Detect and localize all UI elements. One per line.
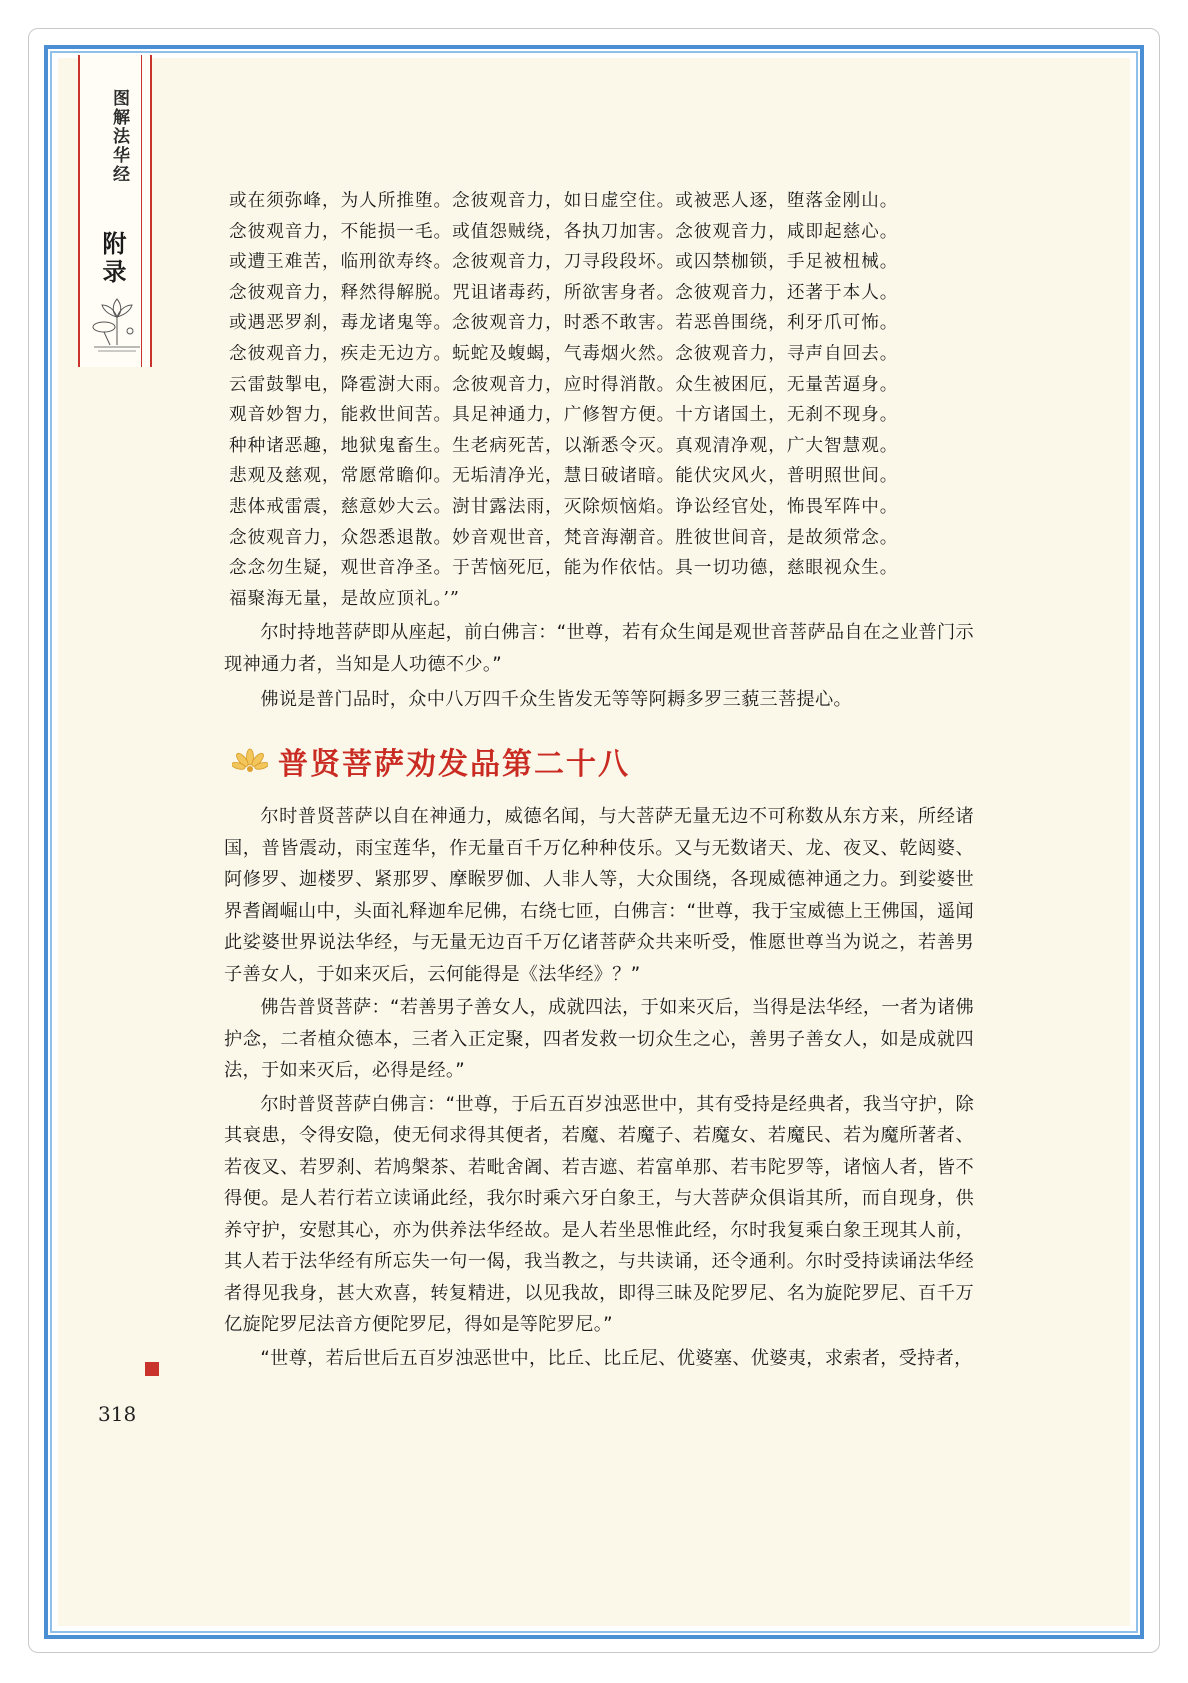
lotus-icon bbox=[90, 285, 144, 355]
paragraph: 尔时持地菩萨即从座起，前白佛言：“世尊，若有众生闻是观世音菩萨品自在之业普门示现神通力者，当知是人功德不少。” bbox=[224, 622, 974, 675]
heading-title: 普贤菩萨劝发品第二十八 bbox=[278, 747, 630, 782]
verse-line: 种种诸恶趣，地狱鬼畜生。生老病死苦，以渐悉令灭。真观清净观，广大智慧观。 bbox=[229, 435, 899, 456]
chapter-heading bbox=[232, 743, 932, 789]
verse-line: 观音妙智力，能救世间苦。具足神通力，广修智方便。十方诸国土，无刹不现身。 bbox=[229, 405, 899, 426]
prose-bottom bbox=[224, 801, 974, 1374]
verse-line: 福聚海无量，是故应顶礼。’” bbox=[229, 588, 460, 609]
paragraph: 尔时普贤菩萨白佛言：“世尊，于后五百岁浊恶世中，其有受持是经典者，我当守护，除其衰患，令得安隐，使无伺求得其便者，若魔、若魔子、若魔女、若魔民、若为魔所著者、若夜叉、若罗刹、若鸠槃茶、若毗舍阇、若吉遮、若富单那、若韦陀罗等，诸恼人者，皆不得便。是人若行若立读诵此经，我尔时乘六牙白象王，与大菩萨众俱诣其所，而自现身，供养守护，安慰其心，亦为供养法华经故。是人若坐思惟此经，尔时我复乘白象王现其人前，其人若于法华经有所忘失一句一偈，我当教之，与共读诵，还令通利。尔时受持读诵法华经者得见我身，甚大欢喜，转复精进，以见我故，即得三昧及陀罗尼、名为旋陀罗尼、百千万亿旋陀罗尼法音方便陀罗尼，得如是等陀罗尼。” bbox=[224, 1093, 974, 1335]
verse-line: 悲体戒雷震，慈意妙大云。澍甘露法雨，灭除烦恼焰。诤讼经官处，怖畏军阵中。 bbox=[229, 496, 899, 517]
side-tab-rule bbox=[78, 55, 80, 367]
book-title: 图解法华经 bbox=[109, 89, 129, 184]
paragraph: 佛告普贤菩萨：“若善男子善女人，成就四法，于如来灭后，当得是法华经，一者为诸佛护念，二者植众德本，三者入正定聚，四者发救一切众生之心，善男子善女人，如是成就四法，于如来灭后，必得是经。” bbox=[224, 997, 974, 1081]
verse-line: 念彼观音力，释然得解脱。咒诅诸毒药，所欲害身者。念彼观音力，还著于本人。 bbox=[229, 282, 899, 303]
verse-line: 念彼观音力，不能损一毛。或值怨贼绕，各执刀加害。念彼观音力，咸即起慈心。 bbox=[229, 221, 899, 242]
verse-line: 念彼观音力，疾走无边方。蚖蛇及蝮蝎，气毒烟火然。念彼观音力，寻声自回去。 bbox=[229, 343, 899, 364]
verse-line: 悲观及慈观，常愿常瞻仰。无垢清净光，慧日破诸暗。能伏灾风火，普明照世间。 bbox=[229, 466, 899, 487]
verse-line: 念念勿生疑，观世音净圣。于苦恼死厄，能为作依怙。具一切功德，慈眼视众生。 bbox=[229, 558, 899, 579]
paragraph: 尔时普贤菩萨以自在神通力，威德名闻，与大菩萨无量无边不可称数从东方来，所经诸国，普皆震动，雨宝莲华，作无量百千万亿种种伎乐。又与无数诸天、龙、夜叉、乾闼婆、阿修罗、迦楼罗、紧那罗、摩睺罗伽、人非人等，大众围绕，各现威德神通之力。到娑婆世界耆阇崛山中，头面礼释迦牟尼佛，右绕七匝，白佛言：“世尊，我于宝威德上王佛国，遥闻此娑婆世界说法华经，与无量无边百千万亿诸菩萨众共来听受，惟愿世尊当为说之，若善男子善女人，于如来灭后，云何能得是《法华经》？” bbox=[224, 806, 974, 985]
prose-top bbox=[224, 617, 974, 716]
red-square-marker bbox=[145, 1362, 159, 1376]
verse-line: 或在须弥峰，为人所推堕。念彼观音力，如日虚空住。或被恶人逐，堕落金刚山。 bbox=[229, 191, 899, 211]
paragraph: “世尊，若后世后五百岁浊恶世中，比丘、比丘尼、优婆塞、优婆夷，求索者，受持者， bbox=[260, 1347, 973, 1369]
verse-line: 云雷鼓掣电，降雹澍大雨。念彼观音力，应时得消散。众生被困厄，无量苦逼身。 bbox=[229, 374, 899, 395]
verse-line: 念彼观音力，众怨悉退散。妙音观世音，梵音海潮音。胜彼世间音，是故须常念。 bbox=[229, 527, 899, 548]
section-label: 附录 bbox=[98, 231, 127, 287]
verse-line: 或遇恶罗刹，毒龙诸鬼等。念彼观音力，时悉不敢害。若恶兽围绕，利牙爪可怖。 bbox=[229, 313, 899, 334]
side-tab bbox=[78, 55, 152, 367]
verse-block bbox=[229, 186, 969, 614]
page-number: 318 bbox=[98, 1402, 137, 1426]
verse-line: 或遭王难苦，临刑欲寿终。念彼观音力，刀寻段段坏。或囚禁枷锁，手足被杻械。 bbox=[229, 252, 899, 273]
lotus-flower-icon bbox=[232, 747, 268, 783]
paragraph: 佛说是普门品时，众中八万四千众生皆发无等等阿耨多罗三藐三菩提心。 bbox=[260, 689, 852, 710]
